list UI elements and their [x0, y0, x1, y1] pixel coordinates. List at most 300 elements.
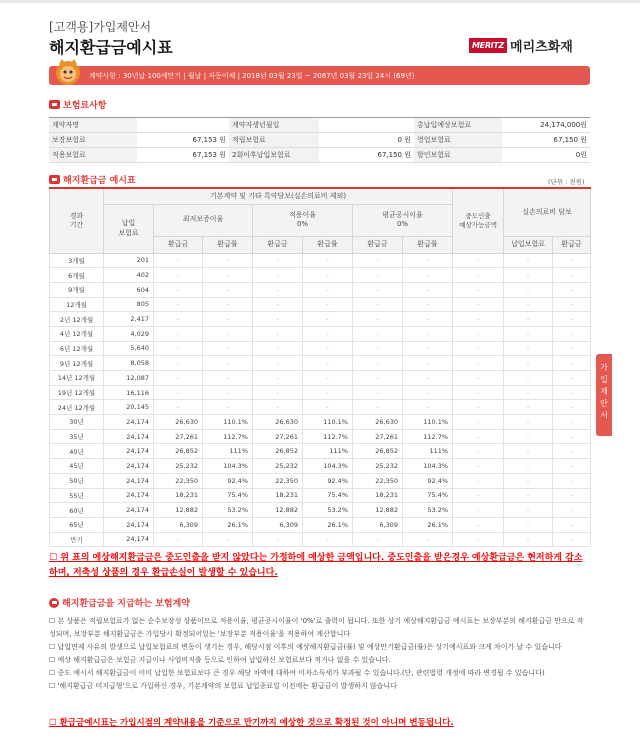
cell-r2: - [253, 385, 303, 400]
premium-label: 적용보험료 [49, 148, 137, 163]
cell-mr: - [553, 253, 591, 268]
cell-p1: - [203, 385, 253, 400]
cell-r2: 26,630 [253, 415, 303, 430]
cell-mr: - [553, 282, 591, 297]
mascot-icon [53, 57, 83, 87]
cell-r1: - [154, 356, 203, 371]
cell-r1: 22,350 [154, 473, 203, 488]
table-row [50, 253, 591, 268]
cell-r3: 27,261 [353, 429, 403, 444]
premium-value: 67,153 원 [137, 133, 229, 148]
guarantee-bullet: ☐ 예상 해지환급금은 보험금 지급이나 사업비지출 등으로 인하여 납입하신 보험료보다 적거나 없을 수 있습니다. [49, 656, 391, 664]
cell-period: 9년 12개월 [50, 356, 104, 371]
unit-label: (단위 : 천원) [548, 178, 585, 186]
cell-p3: 26.1% [403, 517, 453, 532]
cell-mp: - [504, 326, 553, 341]
cell-r3: - [353, 371, 403, 386]
cell-mp: - [504, 253, 553, 268]
cell-p1: - [203, 532, 253, 547]
cell-mid: - [453, 356, 504, 371]
cell-mr: - [553, 400, 591, 415]
guarantee-bullet: ☐ 납입면제 사유의 발생으로 납입보험료의 변동이 생기는 경우, 해당시점 이후의 예상해지환급금(률) 및 예상만기환급금(률)은 상기예시표와 크게 차이가 날 수 있습니다 [49, 643, 562, 651]
cell-p3: 75.4% [403, 488, 453, 503]
side-tab-label: 가입제안서 [600, 363, 608, 420]
cell-r3: - [353, 268, 403, 283]
cell-p2: - [303, 312, 353, 327]
th-refund: 환급금 [154, 236, 203, 253]
cell-r2: 22,350 [253, 473, 303, 488]
cell-p3: - [403, 312, 453, 327]
cell-mid: - [453, 253, 504, 268]
cell-period: 2년 12개월 [50, 312, 104, 327]
cell-paid: 5,640 [104, 341, 154, 356]
table-row [50, 341, 591, 356]
cell-r2: 26,852 [253, 444, 303, 459]
cell-mid: - [453, 459, 504, 474]
cell-mid: - [453, 503, 504, 518]
cell-r1: - [154, 400, 203, 415]
cell-mp: - [504, 268, 553, 283]
cell-mr: - [553, 268, 591, 283]
table-row [50, 356, 591, 371]
th-ratio: 환급률 [403, 236, 453, 253]
cell-mp: - [504, 444, 553, 459]
cell-paid: 24,174 [104, 444, 154, 459]
cell-r3: 26,852 [353, 444, 403, 459]
cell-mp: - [504, 341, 553, 356]
refund-warning: ☐ 위 표의 예상해지환급금은 중도인출을 받지 않았다는 가정하에 예상한 금액입니다. 중도인출을 받은경우 예상환급금은 현저하게 감소하며, 저축성 상품의 경우 환급손실이 발생할 수 있습니다. [49, 553, 583, 578]
cell-r1: 18,231 [154, 488, 203, 503]
cell-p3: - [403, 532, 453, 547]
cell-r1: 27,261 [154, 429, 203, 444]
cell-p2: 92.4% [303, 473, 353, 488]
th-med-paid: 납입보험료 [504, 236, 553, 253]
cell-period: 3개월 [50, 253, 104, 268]
cell-r1: 26,630 [154, 415, 203, 430]
cell-r2: 25,232 [253, 459, 303, 474]
cell-p2: - [303, 297, 353, 312]
cell-p2: 112.7% [303, 429, 353, 444]
cell-p3: 110.1% [403, 415, 453, 430]
cell-p1: - [203, 253, 253, 268]
cell-p3: 92.4% [403, 473, 453, 488]
premium-label: 계약자명 [49, 118, 137, 133]
guarantee-section-heading [49, 596, 190, 609]
premium-value: 0 원 [319, 133, 414, 148]
cell-p1: 104.3% [203, 459, 253, 474]
cell-mp: - [504, 282, 553, 297]
cell-r1: - [154, 312, 203, 327]
cell-p3: - [403, 282, 453, 297]
section-icon [49, 175, 60, 184]
cell-r2: - [253, 532, 303, 547]
cell-mr: - [553, 488, 591, 503]
logo-mark: MERITZ [469, 38, 507, 53]
cell-period: 9개월 [50, 282, 104, 297]
customer-tag: [고객용]가입제안서 [49, 20, 152, 34]
cell-mp: - [504, 488, 553, 503]
cell-mr: - [553, 503, 591, 518]
cell-mr: - [553, 312, 591, 327]
cell-mp: - [504, 356, 553, 371]
table-row [50, 326, 591, 341]
cell-mr: - [553, 297, 591, 312]
cell-period: 만기 [50, 532, 104, 547]
cell-paid: 20,145 [104, 400, 154, 415]
cell-p1: - [203, 326, 253, 341]
cell-mp: - [504, 532, 553, 547]
cell-p1: - [203, 312, 253, 327]
table-row [50, 282, 591, 297]
table-row [50, 517, 591, 532]
cell-mr: - [553, 517, 591, 532]
cell-r1: 6,309 [154, 517, 203, 532]
cell-p2: - [303, 385, 353, 400]
cell-r1: - [154, 532, 203, 547]
cell-p3: 112.7% [403, 429, 453, 444]
th-refund: 환급금 [353, 236, 403, 253]
guarantee-bullet: ☐ 본 상품은 적립보험료가 없는 순수보장성 상품이므로 적용이율, 평균공시이율이 '0%'로 출력이 됩니다. 또한 상기 예상해지환급금 예시표는 보장부분의 해지환급금 만으로 작성되며, 보장부분 해지환급금은 가입당시 확정되어있는 '보장부분 적용이율'을 적용하여 계산합니다 [49, 617, 584, 638]
cell-period: 65년 [50, 517, 104, 532]
cell-mp: - [504, 503, 553, 518]
cell-p3: - [403, 341, 453, 356]
cell-mr: - [553, 385, 591, 400]
table-row [50, 444, 591, 459]
cell-r3: - [353, 312, 403, 327]
cell-mid: - [453, 385, 504, 400]
top-divider [0, 0, 640, 3]
cell-period: 40년 [50, 444, 104, 459]
premium-label: 총납입예상보험료 [414, 118, 502, 133]
logo-text: 메리츠화재 [510, 40, 573, 55]
cell-p1: 75.4% [203, 488, 253, 503]
side-tab-proposal[interactable] [596, 354, 612, 436]
cell-mid: - [453, 297, 504, 312]
cell-mr: - [553, 371, 591, 386]
premium-value [319, 118, 414, 133]
cell-period: 24년 12개월 [50, 400, 104, 415]
cell-r2: 6,309 [253, 517, 303, 532]
cell-r1: - [154, 385, 203, 400]
premium-label: 2회이후납입보험료 [229, 148, 319, 163]
cell-period: 45년 [50, 459, 104, 474]
cell-paid: 2,417 [104, 312, 154, 327]
table-row [50, 371, 591, 386]
cell-r1: 25,232 [154, 459, 203, 474]
cell-r3: - [353, 297, 403, 312]
cell-paid: 24,174 [104, 517, 154, 532]
cell-mr: - [553, 459, 591, 474]
cell-r2: 12,882 [253, 503, 303, 518]
table-row [50, 459, 591, 474]
cell-mp: - [504, 400, 553, 415]
cell-p3: - [403, 268, 453, 283]
cell-r3: - [353, 282, 403, 297]
cell-p2: 75.4% [303, 488, 353, 503]
refund-section-heading [49, 173, 136, 186]
cell-period: 4년 12개월 [50, 326, 104, 341]
table-row [50, 297, 591, 312]
cell-paid: 24,174 [104, 488, 154, 503]
cell-p1: - [203, 341, 253, 356]
premium-label: 보장보험료 [49, 133, 137, 148]
cell-paid: 24,174 [104, 429, 154, 444]
premium-value: 0원 [502, 148, 590, 163]
cell-r3: 6,309 [353, 517, 403, 532]
premium-value: 67,153 원 [137, 148, 229, 163]
cell-r3: - [353, 400, 403, 415]
cell-mid: - [453, 444, 504, 459]
th-avg-rate: 평균공시이율 0% [353, 204, 453, 236]
cell-r1: - [154, 297, 203, 312]
cell-period: 6년 12개월 [50, 341, 104, 356]
contract-summary: 계약사항 : 30년납 100세만기 | 월납 | 자동이체 | 2018년 03월 23일 ~ 2087년 03월 23일 24시 (69년) [89, 72, 415, 80]
th-medical-group: 실손의료비 담보 [504, 188, 591, 236]
premium-value [137, 118, 229, 133]
premium-value: 24,174,000원 [502, 118, 590, 133]
cell-r2: 18,231 [253, 488, 303, 503]
premium-section-heading [49, 98, 106, 111]
cell-paid: 4,029 [104, 326, 154, 341]
th-med-refund: 환급금 [553, 236, 591, 253]
cell-r3: - [353, 356, 403, 371]
cell-p3: 53.2% [403, 503, 453, 518]
cell-r1: - [154, 268, 203, 283]
cell-p1: - [203, 356, 253, 371]
cell-mr: - [553, 429, 591, 444]
cell-period: 60년 [50, 503, 104, 518]
cell-r2: - [253, 371, 303, 386]
cell-p3: 104.3% [403, 459, 453, 474]
cell-paid: 24,174 [104, 532, 154, 547]
cell-r3: 12,882 [353, 503, 403, 518]
cell-mr: - [553, 356, 591, 371]
cell-p1: 26.1% [203, 517, 253, 532]
cell-p2: 104.3% [303, 459, 353, 474]
table-row [50, 532, 591, 547]
cell-p3: - [403, 385, 453, 400]
cell-mr: - [553, 473, 591, 488]
cell-r2: - [253, 253, 303, 268]
cell-mp: - [504, 297, 553, 312]
guarantee-heading-text: 해지환급금을 지급하는 보험계약 [62, 599, 190, 609]
cell-p2: - [303, 282, 353, 297]
guarantee-bullets [49, 615, 590, 693]
contract-banner [49, 66, 590, 85]
guarantee-bullet: ☐ 중도 예시서 해지환급금이 이미 납입한 보험료보다 큰 경우 해당 차액에 대하여 이자소득세가 부과될 수 있습니다.(단, 관련법령 개정에 따라 변경될 수 있습니다) [49, 669, 545, 677]
premium-info-table [49, 117, 590, 163]
cell-p1: 53.2% [203, 503, 253, 518]
cell-period: 12개월 [50, 297, 104, 312]
cell-r1: 26,852 [154, 444, 203, 459]
cell-paid: 24,174 [104, 473, 154, 488]
cell-mp: - [504, 473, 553, 488]
cell-mr: - [553, 532, 591, 547]
cell-mp: - [504, 415, 553, 430]
cell-paid: 24,174 [104, 415, 154, 430]
cell-paid: 604 [104, 282, 154, 297]
cell-r1: 12,882 [154, 503, 203, 518]
footer-warning: ☐ 환급금예시표는 가입시점의 계약내용을 기준으로 만기까지 예상한 것으로 확정된 것이 아니며 변동됩니다. [49, 718, 454, 728]
cell-p1: - [203, 371, 253, 386]
cell-p2: 26.1% [303, 517, 353, 532]
cell-mid: - [453, 326, 504, 341]
cell-p2: - [303, 532, 353, 547]
table-row [50, 429, 591, 444]
cell-p2: - [303, 268, 353, 283]
table-row [50, 312, 591, 327]
cell-r1: - [154, 371, 203, 386]
cell-r2: - [253, 400, 303, 415]
th-applied-rate: 적용이율 0% [253, 204, 353, 236]
alert-icon [49, 598, 59, 608]
cell-r1: - [154, 341, 203, 356]
cell-paid: 24,174 [104, 459, 154, 474]
cell-paid: 8,058 [104, 356, 154, 371]
cell-paid: 12,087 [104, 371, 154, 386]
cell-p1: - [203, 297, 253, 312]
cell-p1: 112.7% [203, 429, 253, 444]
cell-r2: 27,261 [253, 429, 303, 444]
cell-mr: - [553, 341, 591, 356]
cell-mr: - [553, 415, 591, 430]
cell-p3: - [403, 326, 453, 341]
cell-p2: - [303, 400, 353, 415]
cell-r1: - [154, 326, 203, 341]
cell-mid: - [453, 415, 504, 430]
cell-r3: - [353, 253, 403, 268]
cell-p2: - [303, 341, 353, 356]
cell-r3: - [353, 341, 403, 356]
table-row [50, 400, 591, 415]
cell-p2: 111% [303, 444, 353, 459]
cell-r1: - [154, 253, 203, 268]
section-icon [49, 100, 60, 109]
table-row [50, 415, 591, 430]
cell-mid: - [453, 488, 504, 503]
refund-table [49, 187, 591, 547]
guarantee-bullet: ☐ '해지환급금 미지급형'으로 가입하신 경우, 기본계약의 보험료 납입종료일 이전에는 환급금이 발생하지 않습니다 [49, 682, 397, 690]
cell-r2: - [253, 356, 303, 371]
th-ratio: 환급률 [303, 236, 353, 253]
th-refund: 환급금 [253, 236, 303, 253]
cell-r3: - [353, 326, 403, 341]
cell-r2: - [253, 282, 303, 297]
cell-r3: 18,231 [353, 488, 403, 503]
cell-paid: 24,174 [104, 503, 154, 518]
cell-r3: 25,232 [353, 459, 403, 474]
cell-p2: - [303, 356, 353, 371]
cell-p1: 111% [203, 444, 253, 459]
cell-p2: 53.2% [303, 503, 353, 518]
cell-mp: - [504, 385, 553, 400]
cell-period: 55년 [50, 488, 104, 503]
table-row [50, 385, 591, 400]
cell-p1: - [203, 400, 253, 415]
cell-mp: - [504, 312, 553, 327]
cell-p3: - [403, 371, 453, 386]
cell-mp: - [504, 517, 553, 532]
cell-p2: 110.1% [303, 415, 353, 430]
cell-p3: - [403, 297, 453, 312]
company-logo [469, 36, 573, 55]
cell-mid: - [453, 400, 504, 415]
cell-p3: - [403, 356, 453, 371]
cell-mid: - [453, 341, 504, 356]
cell-p3: - [403, 400, 453, 415]
th-base-group: 기본계약 및 기타 특약담보(실손의료비 제외) [104, 188, 453, 204]
refund-heading-text: 해지환급금 예시표 [63, 176, 136, 186]
cell-p3: - [403, 253, 453, 268]
cell-mr: - [553, 326, 591, 341]
cell-mid: - [453, 371, 504, 386]
table-row [50, 473, 591, 488]
cell-mid: - [453, 429, 504, 444]
cell-period: 50년 [50, 473, 104, 488]
cell-paid: 201 [104, 253, 154, 268]
cell-r3: - [353, 532, 403, 547]
premium-heading-text: 보험료사항 [63, 101, 107, 111]
cell-r2: - [253, 326, 303, 341]
cell-paid: 16,116 [104, 385, 154, 400]
cell-p3: 111% [403, 444, 453, 459]
cell-mid: - [453, 532, 504, 547]
cell-r1: - [154, 282, 203, 297]
cell-p1: 92.4% [203, 473, 253, 488]
cell-r3: 26,630 [353, 415, 403, 430]
page-title: 해지환급금예시표 [49, 38, 173, 57]
cell-p2: - [303, 326, 353, 341]
cell-period: 6개월 [50, 268, 104, 283]
premium-label: 할인보험료 [414, 148, 502, 163]
th-min-rate: 최저보증이율 [154, 204, 253, 236]
table-row [50, 488, 591, 503]
premium-row [49, 118, 590, 133]
cell-paid: 805 [104, 297, 154, 312]
cell-r2: - [253, 268, 303, 283]
th-paid: 납입 보험료 [104, 204, 154, 253]
cell-period: 14년 12개월 [50, 371, 104, 386]
cell-r2: - [253, 312, 303, 327]
premium-row [49, 148, 590, 163]
cell-period: 35년 [50, 429, 104, 444]
cell-p1: 110.1% [203, 415, 253, 430]
th-ratio: 환급률 [203, 236, 253, 253]
cell-r2: - [253, 297, 303, 312]
cell-mp: - [504, 459, 553, 474]
cell-mid: - [453, 312, 504, 327]
cell-mid: - [453, 473, 504, 488]
cell-mr: - [553, 444, 591, 459]
premium-label: 계약자생년월일 [229, 118, 319, 133]
cell-p1: - [203, 268, 253, 283]
cell-mid: - [453, 268, 504, 283]
cell-period: 30년 [50, 415, 104, 430]
cell-p2: - [303, 371, 353, 386]
cell-r3: - [353, 385, 403, 400]
premium-row [49, 133, 590, 148]
cell-period: 19년 12개월 [50, 385, 104, 400]
th-mid-withdraw: 중도인출 예상가능금액 [453, 188, 504, 253]
cell-r3: 22,350 [353, 473, 403, 488]
cell-r2: - [253, 341, 303, 356]
cell-mp: - [504, 429, 553, 444]
cell-p1: - [203, 282, 253, 297]
th-period: 경과 기간 [50, 188, 104, 253]
cell-mp: - [504, 371, 553, 386]
cell-mid: - [453, 517, 504, 532]
premium-value: 67,150 원 [319, 148, 414, 163]
